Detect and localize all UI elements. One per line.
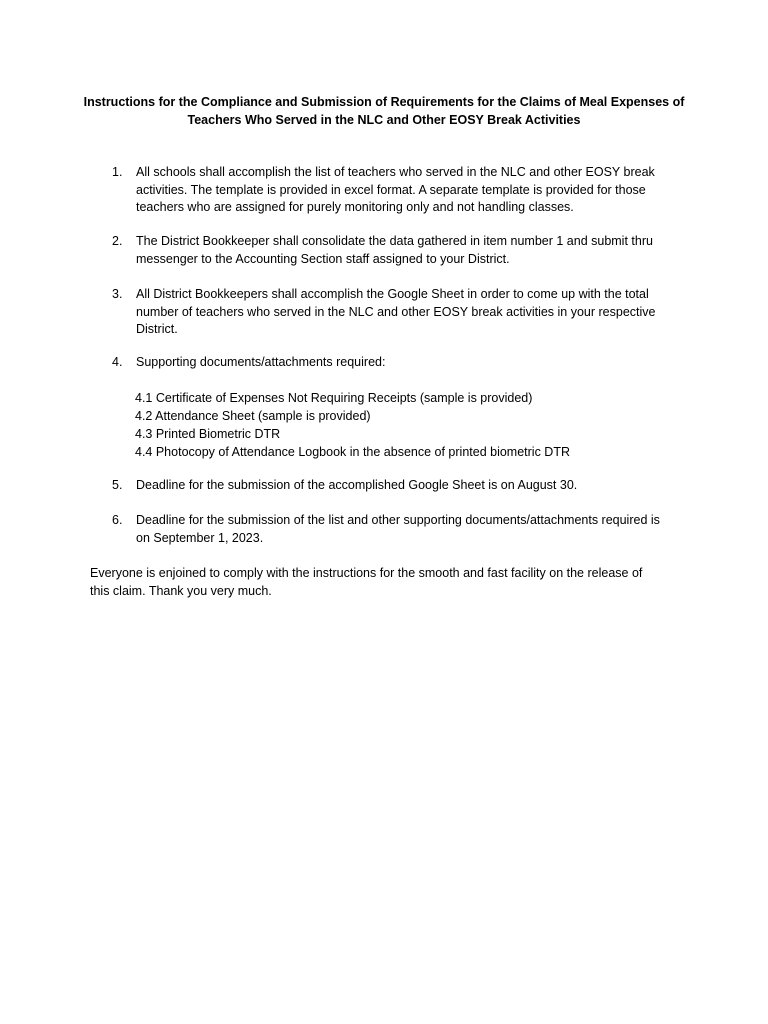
- item-line: activities. The template is provided in excel format. A separate template is provided for those: [136, 182, 646, 197]
- item-line: on September 1, 2023.: [136, 530, 264, 545]
- closing-line-1: Everyone is enjoined to comply with the instructions for the smooth and fast facility on the release of: [90, 566, 643, 580]
- item-line: All schools shall accomplish the list of teachers who served in the NLC and other EOSY break: [136, 165, 655, 179]
- item-number: 5.: [112, 478, 123, 492]
- item-line: All District Bookkeepers shall accomplish the Google Sheet in order to come up with the total: [136, 287, 649, 301]
- item-number: 4.: [112, 355, 123, 369]
- item-text: [136, 512, 692, 547]
- item-number: 2.: [112, 234, 123, 248]
- item-number: 6.: [112, 513, 123, 527]
- sub-item-4-3: 4.3 Printed Biometric DTR: [135, 427, 281, 441]
- sub-item-4-2: 4.2 Attendance Sheet (sample is provided): [135, 409, 371, 423]
- item-line: The District Bookkeeper shall consolidate the data gathered in item number 1 and submit thru: [136, 234, 653, 248]
- closing-line-2: this claim. Thank you very much.: [90, 584, 272, 598]
- title-line-1: Instructions for the Compliance and Submission of Requirements for the Claims of Meal Expenses of: [83, 95, 685, 109]
- item-number: 3.: [112, 287, 123, 301]
- item-text: [136, 354, 692, 372]
- sub-list: [135, 389, 695, 461]
- title-line-2: Teachers Who Served in the NLC and Other EOSY Break Activities: [187, 113, 581, 127]
- item-line: Deadline for the submission of the accomplished Google Sheet is on August 30.: [136, 478, 578, 492]
- item-text: [136, 164, 692, 217]
- item-line: teachers who are assigned for purely monitoring only and not handling classes.: [136, 200, 574, 214]
- item-line: number of teachers who served in the NLC and other EOSY break activities in your respective: [136, 304, 656, 319]
- item-number: 1.: [112, 165, 123, 179]
- item-line: District.: [136, 322, 178, 336]
- item-text: [136, 233, 692, 268]
- sub-item-4-1: 4.1 Certificate of Expenses Not Requiring Receipts (sample is provided): [135, 391, 533, 405]
- item-text: [136, 286, 692, 339]
- item-line: Supporting documents/attachments required:: [136, 355, 386, 369]
- closing-paragraph: [90, 564, 690, 600]
- document-title: [70, 93, 698, 129]
- sub-item-4-4: 4.4 Photocopy of Attendance Logbook in the absence of printed biometric DTR: [135, 445, 570, 459]
- item-line: Deadline for the submission of the list and other supporting documents/attachments required is: [136, 513, 660, 527]
- item-line: messenger to the Accounting Section staff assigned to your District.: [136, 251, 510, 266]
- item-text: [136, 477, 692, 495]
